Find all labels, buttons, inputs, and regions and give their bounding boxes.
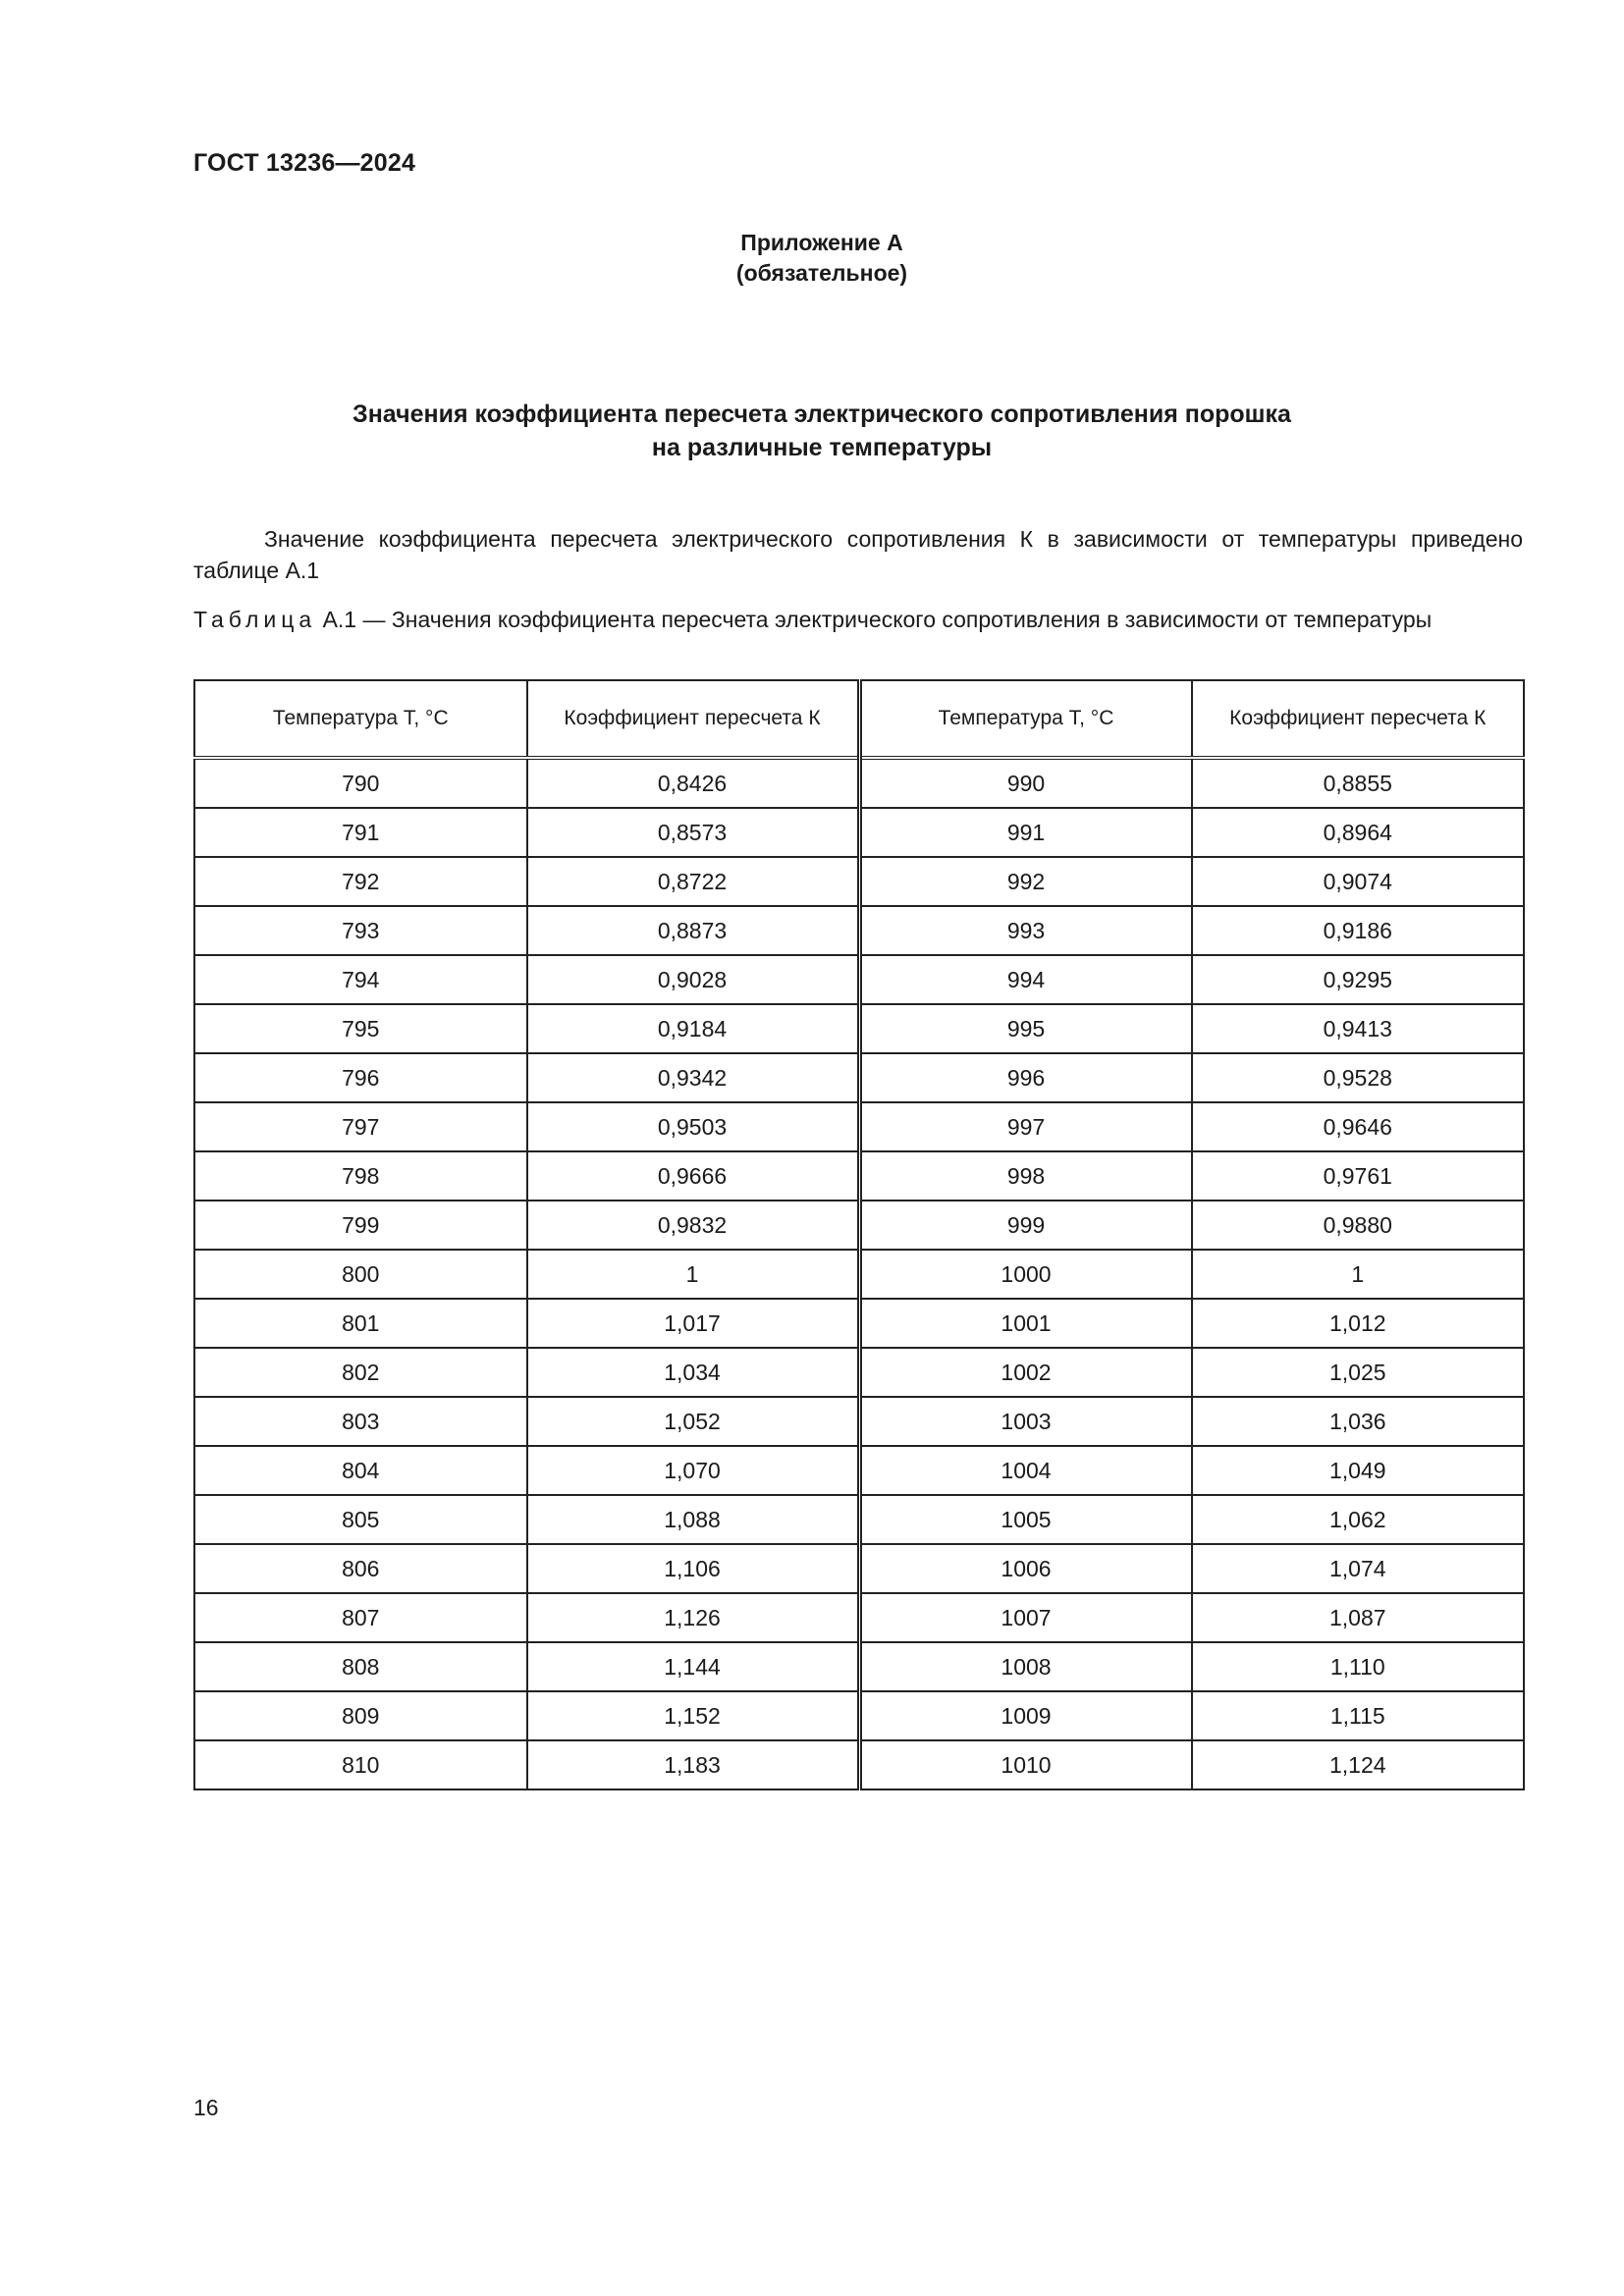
appendix-status: (обязательное)	[735, 260, 908, 286]
cell-coefficient-left: 1,034	[527, 1348, 860, 1397]
cell-temperature-right: 993	[859, 906, 1192, 955]
cell-coefficient-right: 1,124	[1192, 1740, 1525, 1789]
cell-temperature-left: 810	[194, 1740, 527, 1789]
cell-temperature-left: 795	[194, 1004, 527, 1053]
table-row	[194, 808, 1524, 857]
cell-coefficient-right: 1,115	[1192, 1691, 1525, 1740]
cell-temperature-right: 999	[859, 1201, 1192, 1250]
section-title	[0, 398, 1624, 464]
cell-temperature-left: 796	[194, 1053, 527, 1102]
cell-coefficient-left: 0,8573	[527, 808, 860, 857]
header-coefficient-left: Коэффициент пересчета К	[527, 680, 860, 758]
page-number: 16	[193, 2095, 219, 2120]
cell-coefficient-left: 0,9666	[527, 1151, 860, 1201]
cell-temperature-left: 809	[194, 1691, 527, 1740]
cell-coefficient-right: 1,025	[1192, 1348, 1525, 1397]
cell-coefficient-right: 1,110	[1192, 1642, 1525, 1691]
table-row	[194, 1446, 1524, 1495]
cell-temperature-right: 992	[859, 857, 1192, 906]
table-row	[194, 1299, 1524, 1348]
cell-coefficient-left: 0,9503	[527, 1102, 860, 1151]
cell-temperature-left: 798	[194, 1151, 527, 1201]
cell-temperature-left: 805	[194, 1495, 527, 1544]
cell-temperature-left: 801	[194, 1299, 527, 1348]
cell-temperature-right: 1006	[859, 1544, 1192, 1593]
cell-temperature-right: 1008	[859, 1642, 1192, 1691]
table-caption-prefix: Таблица	[193, 607, 317, 632]
cell-coefficient-left: 1,144	[527, 1642, 860, 1691]
cell-coefficient-left: 0,9184	[527, 1004, 860, 1053]
table-row	[194, 1642, 1524, 1691]
table-header-row	[194, 680, 1524, 758]
cell-coefficient-right: 1	[1192, 1250, 1525, 1299]
table-row	[194, 758, 1524, 808]
cell-temperature-left: 807	[194, 1593, 527, 1642]
cell-temperature-right: 994	[859, 955, 1192, 1004]
cell-temperature-left: 794	[194, 955, 527, 1004]
table-row	[194, 1053, 1524, 1102]
header-coefficient-right: Коэффициент пересчета К	[1192, 680, 1525, 758]
cell-coefficient-left: 0,9832	[527, 1201, 860, 1250]
cell-coefficient-right: 0,9074	[1192, 857, 1525, 906]
table-row	[194, 1151, 1524, 1201]
cell-coefficient-right: 1,036	[1192, 1397, 1525, 1446]
body-paragraph: Значение коэффициента пересчета электрического сопротивления К в зависимости от температуры приведено таблице А.1	[193, 526, 1523, 583]
cell-temperature-right: 1007	[859, 1593, 1192, 1642]
cell-coefficient-right: 0,8855	[1192, 758, 1525, 808]
table-row	[194, 1544, 1524, 1593]
header-temperature-left: Температура Т, °С	[194, 680, 527, 758]
table-row	[194, 1250, 1524, 1299]
cell-coefficient-right: 1,062	[1192, 1495, 1525, 1544]
appendix-heading	[0, 228, 1624, 289]
table-row	[194, 1495, 1524, 1544]
table-row	[194, 906, 1524, 955]
cell-temperature-left: 793	[194, 906, 527, 955]
cell-temperature-right: 997	[859, 1102, 1192, 1151]
table-row	[194, 1691, 1524, 1740]
cell-temperature-left: 792	[194, 857, 527, 906]
cell-temperature-right: 1003	[859, 1397, 1192, 1446]
cell-coefficient-right: 0,9295	[1192, 955, 1525, 1004]
appendix-title: Приложение А	[740, 230, 903, 255]
cell-temperature-right: 990	[859, 758, 1192, 808]
cell-temperature-right: 1010	[859, 1740, 1192, 1789]
cell-temperature-left: 804	[194, 1446, 527, 1495]
cell-temperature-right: 1000	[859, 1250, 1192, 1299]
cell-coefficient-left: 0,8873	[527, 906, 860, 955]
cell-temperature-left: 808	[194, 1642, 527, 1691]
cell-coefficient-left: 1,183	[527, 1740, 860, 1789]
section-title-line-1: Значения коэффициента пересчета электрического сопротивления порошка	[352, 400, 1291, 428]
cell-temperature-left: 802	[194, 1348, 527, 1397]
cell-temperature-left: 800	[194, 1250, 527, 1299]
cell-coefficient-right: 0,9528	[1192, 1053, 1525, 1102]
cell-coefficient-left: 1,088	[527, 1495, 860, 1544]
section-title-line-2: на различные температуры	[651, 434, 993, 461]
table-body	[194, 758, 1524, 1789]
cell-temperature-right: 996	[859, 1053, 1192, 1102]
cell-coefficient-left: 1,017	[527, 1299, 860, 1348]
cell-temperature-right: 1009	[859, 1691, 1192, 1740]
cell-coefficient-left: 1,052	[527, 1397, 860, 1446]
cell-coefficient-left: 1,106	[527, 1544, 860, 1593]
table-row	[194, 1004, 1524, 1053]
cell-coefficient-left: 0,8426	[527, 758, 860, 808]
cell-temperature-left: 790	[194, 758, 527, 808]
table-row	[194, 955, 1524, 1004]
table-caption	[193, 605, 1523, 634]
cell-temperature-right: 1002	[859, 1348, 1192, 1397]
table-row	[194, 1102, 1524, 1151]
cell-temperature-left: 803	[194, 1397, 527, 1446]
cell-temperature-right: 995	[859, 1004, 1192, 1053]
cell-coefficient-right: 1,012	[1192, 1299, 1525, 1348]
cell-temperature-right: 998	[859, 1151, 1192, 1201]
coefficient-table	[193, 679, 1525, 1790]
cell-temperature-left: 797	[194, 1102, 527, 1151]
cell-coefficient-right: 1,049	[1192, 1446, 1525, 1495]
cell-coefficient-left: 1,152	[527, 1691, 860, 1740]
cell-coefficient-right: 0,9761	[1192, 1151, 1525, 1201]
table-row	[194, 1740, 1524, 1789]
cell-coefficient-right: 0,9413	[1192, 1004, 1525, 1053]
table-row	[194, 1348, 1524, 1397]
header-temperature-right: Температура Т, °С	[859, 680, 1192, 758]
cell-coefficient-left: 0,8722	[527, 857, 860, 906]
cell-coefficient-left: 1,070	[527, 1446, 860, 1495]
cell-coefficient-left: 0,9028	[527, 955, 860, 1004]
cell-temperature-left: 806	[194, 1544, 527, 1593]
table-row	[194, 1201, 1524, 1250]
cell-coefficient-left: 1	[527, 1250, 860, 1299]
document-code: ГОСТ 13236—2024	[193, 149, 416, 177]
cell-temperature-right: 1001	[859, 1299, 1192, 1348]
cell-coefficient-right: 1,087	[1192, 1593, 1525, 1642]
cell-coefficient-right: 1,074	[1192, 1544, 1525, 1593]
cell-coefficient-right: 0,8964	[1192, 808, 1525, 857]
cell-temperature-right: 991	[859, 808, 1192, 857]
table-row	[194, 857, 1524, 906]
cell-temperature-left: 799	[194, 1201, 527, 1250]
cell-coefficient-right: 0,9646	[1192, 1102, 1525, 1151]
cell-coefficient-right: 0,9880	[1192, 1201, 1525, 1250]
table-row	[194, 1397, 1524, 1446]
cell-temperature-right: 1005	[859, 1495, 1192, 1544]
cell-coefficient-right: 0,9186	[1192, 906, 1525, 955]
table-row	[194, 1593, 1524, 1642]
cell-temperature-left: 791	[194, 808, 527, 857]
cell-temperature-right: 1004	[859, 1446, 1192, 1495]
cell-coefficient-left: 0,9342	[527, 1053, 860, 1102]
cell-coefficient-left: 1,126	[527, 1593, 860, 1642]
table-caption-text: А.1 — Значения коэффициента пересчета электрического сопротивления в зависимости от температуры	[316, 607, 1433, 632]
